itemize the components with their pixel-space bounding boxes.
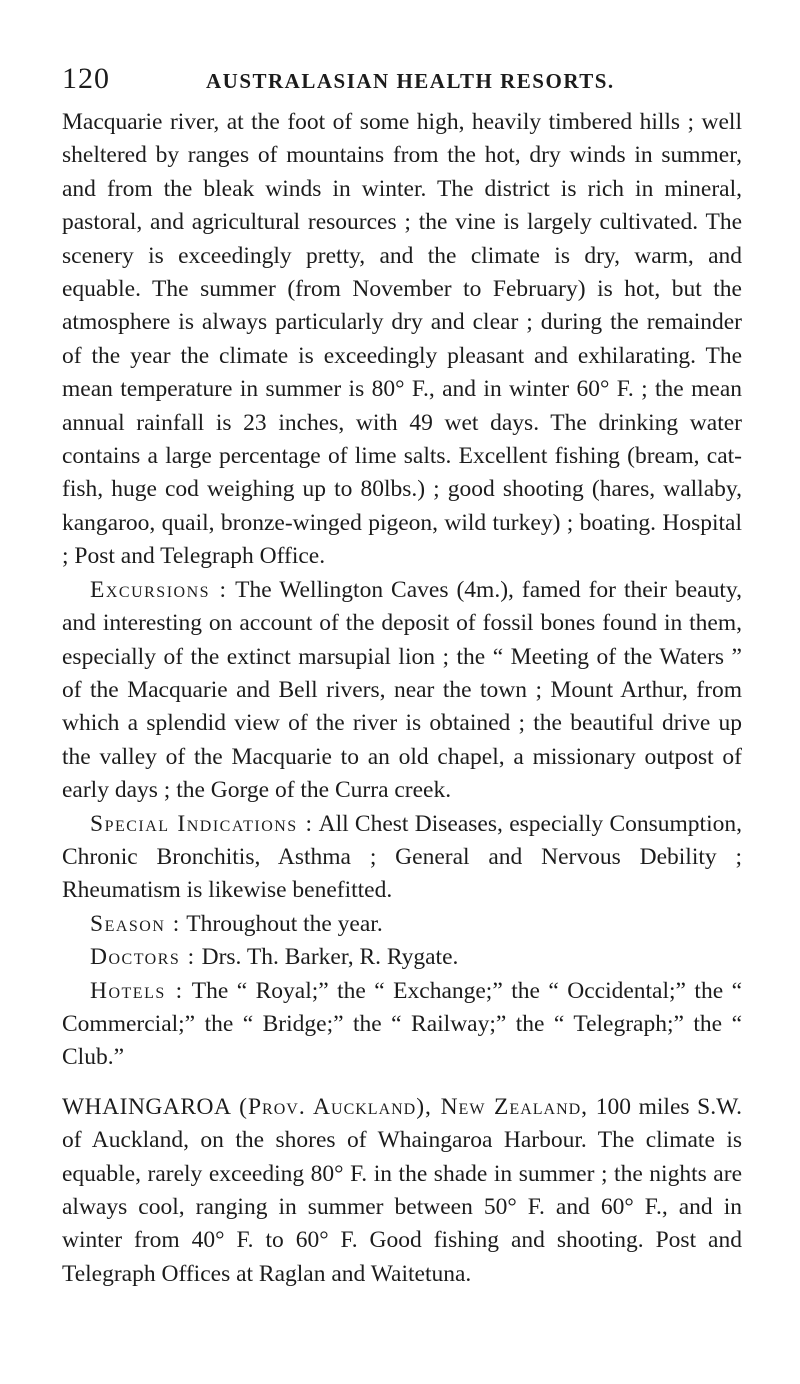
special-indications-label: Special Indications : <box>90 810 314 837</box>
page-body <box>62 106 742 1291</box>
season-text: Throughout the year. <box>186 910 383 937</box>
doctors-label: Doctors : <box>90 944 196 971</box>
doctors-text: Drs. Th. Barker, R. Rygate. <box>201 944 459 971</box>
special-indications-paragraph <box>62 808 742 908</box>
special-indications-text: All Chest Diseases, especially Consumption, Chronic Bronchitis, Asthma ; General and Nervous Debility ; Rheumatism is likewise benefitted. <box>62 810 742 904</box>
hotels-text: The “ Royal;” the “ Exchange;” the “ Occidental;” the “ Commercial;” the “ Bridge;” the “ Railway;” the “ Telegraph;” the “ Club.” <box>62 977 743 1071</box>
intro-paragraph <box>62 106 742 574</box>
hotels-paragraph <box>62 975 742 1075</box>
whaingaroa-region: (Prov. Auckland), New Zealand, <box>239 1093 589 1120</box>
hotels-label: Hotels : <box>90 977 184 1004</box>
running-title: AUSTRALASIAN HEALTH RESORTS. <box>206 69 615 93</box>
book-page <box>62 62 742 1291</box>
season-label: Season : <box>90 910 181 937</box>
running-head <box>62 62 742 95</box>
excursions-paragraph <box>62 574 742 808</box>
excursions-label: Excursions : <box>90 576 228 603</box>
intro-text: Macquarie river, at the foot of some high, heavily timbered hills ; well sheltered by ranges of mountains from the hot, dry winds in summer, and from the bleak winds in winter. The district is rich in mineral, pastoral, and agricultural resources ; the vine is largely cultivated. The scenery is exceedingly pretty, and the climate is dry, warm, and equable. The summer (from November to February) is hot, but the atmosphere is always particularly dry and clear ; during the remainder of the year the climate is exceedingly pleasant and exhilarating. The mean temperature in summer is 80° F., and in winter 60° F. ; the mean annual rainfall is 23 inches, with 49 wet days. The drinking water contains a large percentage of lime salts. Excellent fishing (bream, cat-fish, huge cod weighing up to 80lbs.) ; good shooting (hares, wallaby, kangaroo, quail, bronze-winged pigeon, wild turkey) ; boating. Hospital ; Post and Telegraph Office. <box>62 109 742 570</box>
whaingaroa-entry <box>62 1091 742 1291</box>
page-number: 120 <box>62 62 110 95</box>
excursions-text: The Wellington Caves (4m.), famed for their beauty, and interesting on account of the deposit of fossil bones found in them, especially of the extinct marsupial lion ; the “ Meeting of the Waters ” of the Macquarie and Bell rivers, near the town ; Mount Arthur, from which a splendid view of the river is obtained ; the beautiful drive up the valley of the Macquarie to an old chapel, a missionary outpost of early days ; the Gorge of the Curra creek. <box>62 576 742 804</box>
whaingaroa-place-name: WHAINGAROA <box>62 1093 232 1120</box>
whaingaroa-text: 100 miles S.W. of Auckland, on the shores of Whaingaroa Harbour. The climate is equable, rarely exceeding 80° F. in the shade in summer ; the nights are always cool, ranging in summer between 50° F. and 60° F., and in winter from 40° F. to 60° F. Good fishing and shooting. Post and Telegraph Offices at Raglan and Waitetuna. <box>62 1093 743 1287</box>
doctors-paragraph <box>62 941 742 974</box>
season-paragraph <box>62 908 742 941</box>
